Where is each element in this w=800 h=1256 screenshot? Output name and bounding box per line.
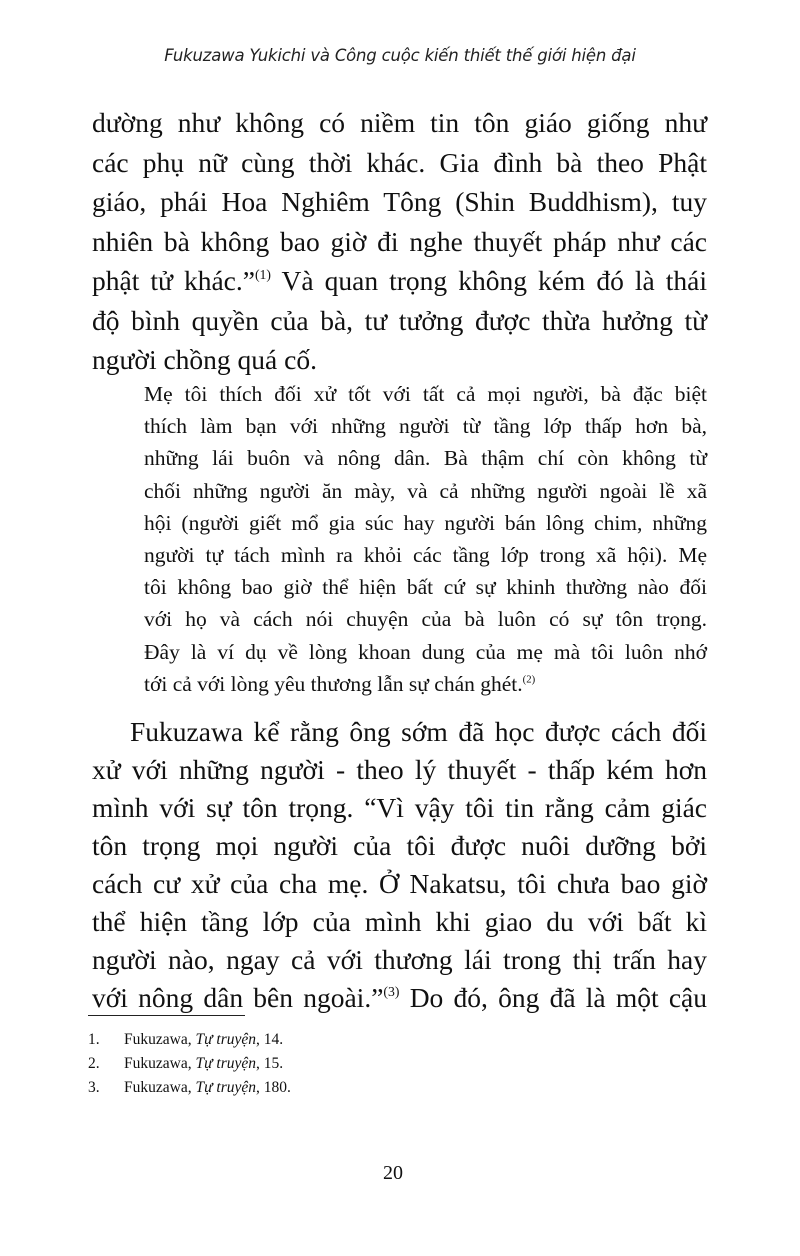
text-segment: giáo, phái Hoa Nghiêm Tông (Shin Buddhism), tuy <box>92 186 707 217</box>
footnote-author: Fukuzawa, <box>124 1079 196 1096</box>
text-line <box>92 789 707 827</box>
text-line <box>92 865 707 903</box>
text-line <box>92 827 707 865</box>
text-segment: các phụ nữ cùng thời khác. Gia đình bà theo Phật <box>92 146 707 178</box>
text-line <box>92 979 707 1017</box>
text-line <box>144 475 707 507</box>
text-line <box>144 442 707 474</box>
text-segment: nhiên bà không bao giờ đi nghe thuyết pháp như các <box>92 225 707 257</box>
text-segment: Đây là ví dụ về lòng khoan dung của mẹ mà tôi luôn nhớ <box>144 639 707 664</box>
text-segment: người chồng quá cố. <box>92 344 317 375</box>
footnote-title: Tự truyện <box>195 1031 256 1048</box>
footnote-1 <box>88 1028 291 1052</box>
text-line <box>144 603 707 635</box>
page-number: 20 <box>383 1162 403 1184</box>
text-line <box>144 571 707 603</box>
footnote-author: Fukuzawa, <box>124 1031 196 1048</box>
text-segment: Fukuzawa kể rằng ông sớm đã học được cách đối <box>130 716 707 747</box>
text-segment: Và quan trọng không kém đó là thái <box>271 265 707 296</box>
text-line <box>92 941 707 979</box>
running-header: Fukuzawa Yukichi và Công cuộc kiến thiết thế giới hiện đại <box>164 46 636 65</box>
footnotes <box>88 1028 291 1100</box>
footnote-author: Fukuzawa, <box>124 1055 196 1072</box>
text-segment: với họ và cách nói chuyện của bà luôn có sự tôn trọng. <box>144 607 707 632</box>
footnote-2 <box>88 1052 291 1076</box>
text-line <box>92 751 707 789</box>
text-segment: Mẹ tôi thích đối xử tốt với tất cả mọi người, bà đặc biệt <box>144 382 707 406</box>
text-segment: dường như không có niềm tin tôn giáo giống như <box>92 107 707 138</box>
text-segment: tôi không bao giờ thể hiện bất cứ sự khinh thường nào đối <box>144 575 707 600</box>
text-line <box>144 539 707 571</box>
text-segment: với nông dân bên ngoài.” <box>92 982 384 1013</box>
block-quote <box>144 378 707 700</box>
footnote-page: , 180. <box>256 1079 291 1096</box>
text-line <box>92 261 707 301</box>
text-segment: xử với những người - theo lý thuyết - thấp kém hơn <box>92 754 707 785</box>
text-line <box>144 378 707 410</box>
text-segment: chối những người ăn mày, và cả những người ngoài lề xã <box>144 478 707 503</box>
text-line <box>144 410 707 442</box>
text-segment: tôn trọng mọi người của tôi được nuôi dưỡng bởi <box>92 830 707 861</box>
text-segment: tới cả với lòng yêu thương lẫn sự chán ghét. <box>144 671 523 696</box>
text-segment: người tự tách mình ra khỏi các tầng lớp trong xã hội). Mẹ <box>144 543 707 568</box>
text-line <box>92 903 707 941</box>
text-segment: độ bình quyền của bà, tư tưởng được thừa hưởng từ <box>92 304 707 336</box>
footnote-separator <box>88 1015 245 1016</box>
text-line <box>144 636 707 668</box>
body-paragraph-2 <box>92 713 707 1017</box>
text-segment: thể hiện tầng lớp của mình khi giao du với bất kì <box>92 906 707 937</box>
body-paragraph-1 <box>92 103 707 380</box>
footnote-title: Tự truyện <box>195 1079 256 1096</box>
footnote-number: 3. <box>88 1079 100 1096</box>
text-segment: thích làm bạn với những người từ tầng lớp thấp hơn bà, <box>144 414 707 439</box>
text-line <box>92 340 707 380</box>
footnote-page: , 15. <box>256 1055 284 1072</box>
footnote-page: , 14. <box>256 1031 284 1048</box>
text-line <box>92 301 707 341</box>
text-line <box>144 507 707 539</box>
text-line <box>144 668 707 700</box>
text-segment: mình với sự tôn trọng. “Vì vậy tôi tin rằng cảm giác <box>92 792 707 823</box>
text-line <box>92 103 707 143</box>
text-line <box>92 222 707 262</box>
text-segment: người nào, ngay cả với thương lái trong thị trấn hay <box>92 944 707 975</box>
text-line <box>92 182 707 222</box>
footnote-number: 1. <box>88 1031 100 1048</box>
text-segment: Do đó, ông đã là một cậu <box>399 982 707 1013</box>
footnote-3 <box>88 1076 291 1100</box>
text-segment: những lái buôn và nông dân. Bà thậm chí còn không từ <box>144 446 707 471</box>
text-segment: hội (người giết mổ gia súc hay người bán lông chim, những <box>144 510 707 535</box>
text-segment: cách cư xử của cha mẹ. Ở Nakatsu, tôi chưa bao giờ <box>92 868 707 899</box>
footnote-reference[interactable]: (2) <box>522 673 536 686</box>
footnote-reference[interactable]: (1) <box>254 267 271 282</box>
footnote-reference[interactable]: (3) <box>383 984 400 999</box>
text-segment: phật tử khác.” <box>92 265 255 296</box>
footnote-title: Tự truyện <box>195 1055 256 1072</box>
footnote-number: 2. <box>88 1055 100 1072</box>
text-line <box>92 143 707 183</box>
text-line <box>92 713 707 751</box>
